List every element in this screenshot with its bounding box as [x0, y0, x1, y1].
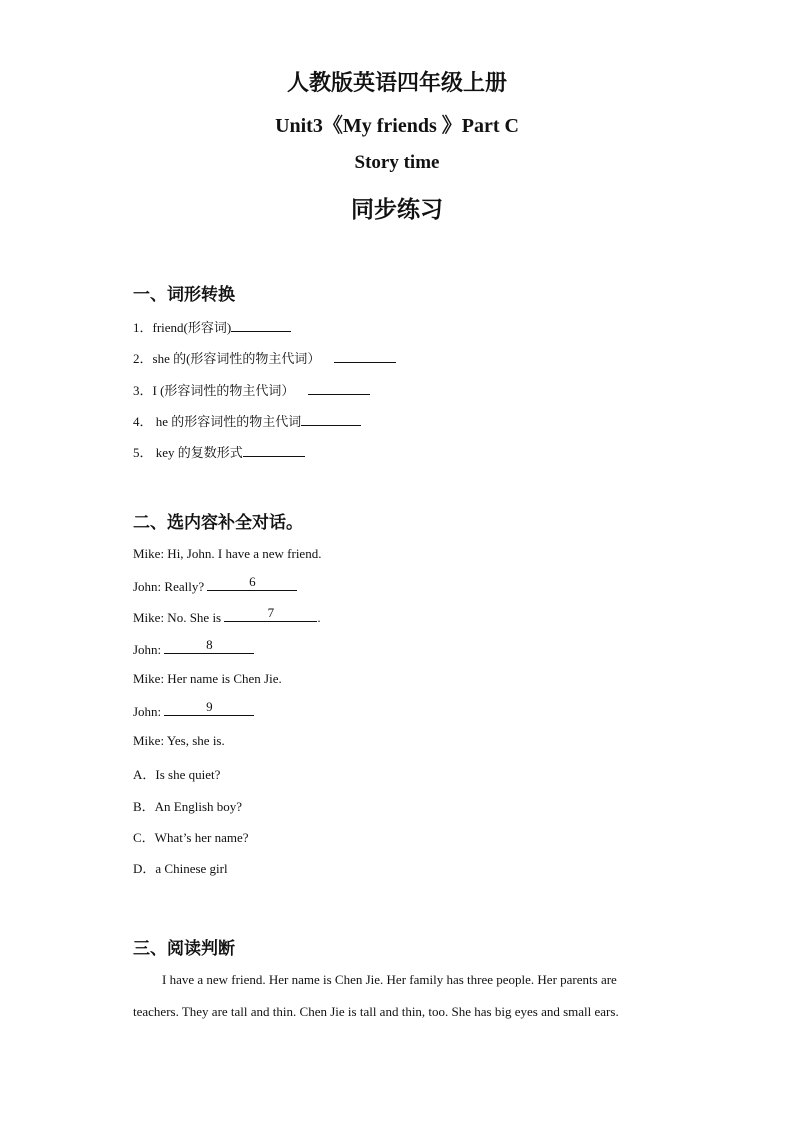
answer-blank[interactable] [334, 349, 396, 363]
answer-blank[interactable] [308, 381, 370, 395]
dialog-line-6 [133, 699, 254, 720]
title-practice: 同步练习 [351, 197, 443, 222]
title-chinese: 人教版英语四年级上册 [286, 70, 507, 95]
section-1-item-4 [133, 411, 361, 430]
dialog-line-4 [133, 637, 254, 658]
item-text: I (形容词性的物主代词） [152, 383, 295, 398]
answer-blank-7[interactable] [224, 605, 317, 622]
item-number: 3． [133, 383, 153, 398]
answer-blank[interactable] [301, 412, 361, 426]
answer-blank[interactable] [231, 318, 291, 332]
item-number: 5． [133, 445, 153, 460]
blank-number: 7 [267, 605, 275, 620]
item-number: 1． [133, 320, 153, 335]
answer-blank-8[interactable] [164, 637, 254, 654]
blank-number: 8 [206, 637, 213, 652]
section-1-item-1 [133, 317, 291, 336]
section-3-heading: 三、阅读判断 [133, 939, 235, 958]
title-unit: Unit3《My friends 》Part C [275, 115, 519, 137]
option-d: D．a Chinese girl [133, 861, 228, 876]
dialog-text-after: . [317, 610, 321, 625]
dialog-line-1: Mike: Hi, John. I have a new friend. [133, 546, 322, 561]
option-c: C．What’s her name? [133, 830, 249, 845]
dialog-text: John: [133, 642, 165, 657]
item-text: she 的(形容词性的物主代词） [152, 351, 321, 366]
option-b: B．An English boy? [133, 799, 243, 814]
reading-paragraph-line-1: I have a new friend. Her name is Chen Jie. Her family has three people. Her parents are [162, 972, 617, 987]
blank-number: 6 [249, 574, 256, 589]
item-number: 2． [133, 351, 153, 366]
dialog-line-3 [133, 605, 321, 626]
reading-paragraph-line-2: teachers. They are tall and thin. Chen Jie is tall and thin, too. She has big eyes and small ears. [133, 1004, 619, 1019]
dialog-line-7: Mike: Yes, she is. [133, 733, 225, 748]
blank-number: 9 [206, 699, 213, 714]
section-1-item-3 [133, 380, 370, 399]
answer-blank-9[interactable] [164, 699, 254, 716]
option-a: A．Is she quiet? [133, 767, 221, 782]
dialog-line-2 [133, 574, 297, 595]
item-text: he 的形容词性的物主代词 [152, 414, 302, 429]
section-1-heading: 一、词形转换 [133, 285, 235, 304]
dialog-line-5: Mike: Her name is Chen Jie. [133, 671, 282, 686]
item-number: 4． [133, 414, 153, 429]
section-1-item-5 [133, 442, 305, 461]
answer-blank[interactable] [243, 443, 305, 457]
item-text: key 的复数形式 [152, 445, 243, 460]
section-1-item-2 [133, 348, 396, 367]
answer-blank-6[interactable] [207, 574, 297, 591]
item-text: friend(形容词) [152, 320, 232, 335]
title-story-time: Story time [354, 152, 440, 173]
section-2-heading: 二、选内容补全对话。 [133, 513, 303, 532]
dialog-text: John: [133, 704, 165, 719]
dialog-text: John: Really? [133, 579, 208, 594]
dialog-text: Mike: No. She is [133, 610, 225, 625]
